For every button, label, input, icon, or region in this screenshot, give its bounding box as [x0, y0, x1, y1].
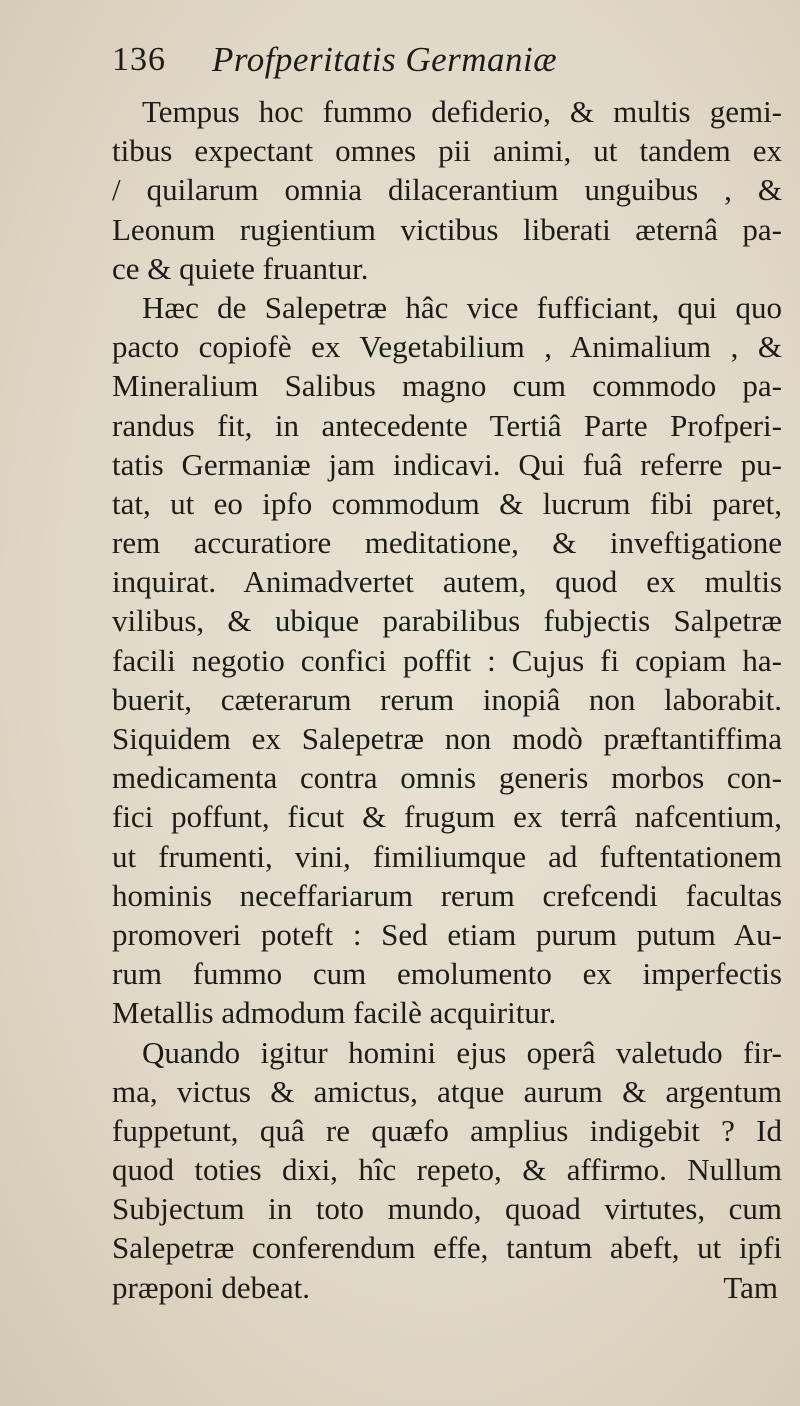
text-line: tat, ut eo ipfo commodum & lucrum fibi paret,	[112, 485, 782, 521]
final-line-row	[112, 1268, 782, 1307]
text-line: buerit, cæterarum rerum inopiâ non laborabit.	[112, 681, 782, 717]
text-line: pacto copiofè ex Vegetabilium , Animalium , &	[112, 329, 782, 365]
text-line: Hæc de Salepetræ hâc vice fufficiant, qui quo	[142, 289, 782, 325]
text-line: hominis neceffariarum rerum crefcendi facultas	[112, 877, 782, 913]
paragraph-1	[112, 92, 782, 288]
text-line: promoveri poteft : Sed etiam purum putum Au-	[112, 916, 782, 952]
text-line: fici poffunt, ficut & frugum ex terrâ nafcentium,	[112, 799, 782, 835]
running-title: Profperitatis Germaniæ	[212, 40, 558, 79]
body-text	[112, 92, 782, 1307]
text-line: ut frumenti, vini, fimiliumque ad fuftentationem	[112, 838, 782, 874]
text-line: rum fummo cum emolumento ex imperfectis	[112, 956, 782, 992]
page-number: 136	[112, 41, 166, 78]
text-line: rem accuratiore meditatione, & inveftigatione	[112, 525, 782, 561]
text-line: fuppetunt, quâ re quæfo amplius indigebit ? Id	[112, 1112, 782, 1148]
text-line: præponi debeat.	[112, 1269, 311, 1305]
text-line: facili negotio confici poffit : Cujus fi copiam ha-	[112, 642, 782, 678]
text-line: Metallis admodum facilè acquiritur.	[112, 995, 557, 1031]
text-line: ma, victus & amictus, atque aurum & argentum	[112, 1073, 782, 1109]
text-line: tatis Germaniæ jam indicavi. Qui fuâ referre pu-	[112, 446, 782, 482]
page-header	[112, 40, 792, 80]
text-line: Tempus hoc fummo defiderio, & multis gemi-	[142, 94, 782, 129]
text-line: / quilarum omnia dilacerantium unguibus , &	[112, 172, 782, 208]
text-line: Siquidem ex Salepetræ non modò præftantiffima	[112, 721, 782, 756]
text-line: tibus expectant omnes pii animi, ut tandem ex	[112, 133, 782, 169]
text-line: Subjectum in toto mundo, quoad virtutes, cum	[112, 1191, 782, 1227]
text-line: ce & quiete fruantur.	[112, 250, 369, 286]
text-line: Salepetræ conferendum effe, tantum abeft, ut ipfi	[112, 1230, 782, 1266]
catchword: Tam	[723, 1269, 778, 1305]
text-line: vilibus, & ubique parabilibus fubjectis Salpetræ	[112, 603, 782, 639]
text-line: quod toties dixi, hîc repeto, & affirmo. Nullum	[112, 1152, 782, 1188]
text-line: Leonum rugientium victibus liberati æternâ pa-	[112, 211, 782, 247]
paragraph-3	[112, 1033, 782, 1307]
text-line: inquirat. Animadvertet autem, quod ex multis	[112, 564, 782, 600]
paragraph-2	[112, 288, 782, 1033]
text-line: medicamenta contra omnis generis morbos con-	[112, 760, 782, 796]
text-line: Quando igitur homini ejus operâ valetudo fir-	[142, 1034, 782, 1070]
text-line: randus fit, in antecedente Tertiâ Parte Profperi-	[112, 407, 782, 443]
text-line: Mineralium Salibus magno cum commodo pa-	[112, 368, 782, 404]
